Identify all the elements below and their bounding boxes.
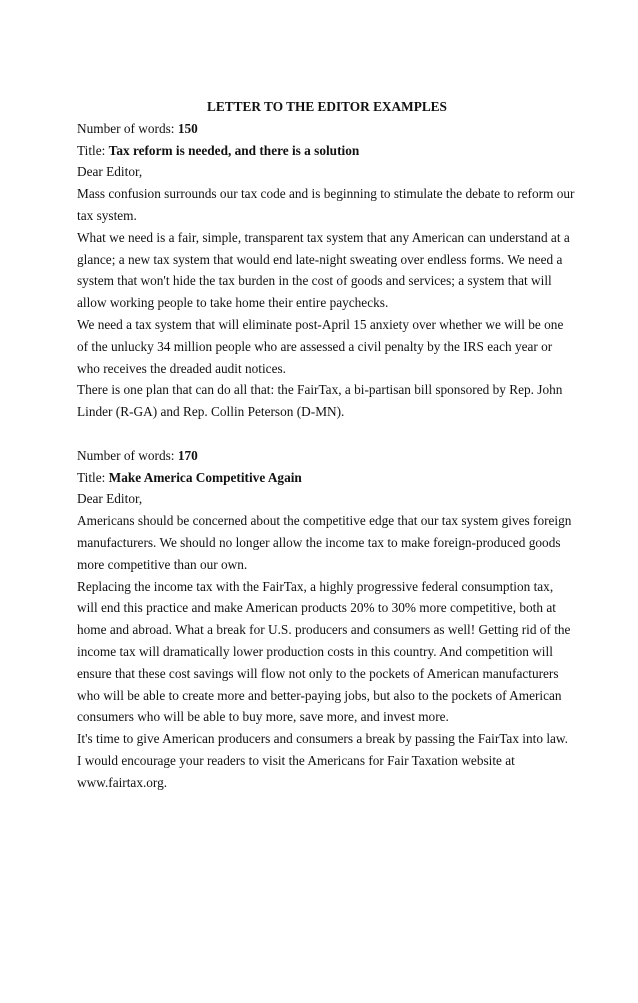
- body-line: income tax will dramatically lower production costs in this country. And competition will: [77, 643, 553, 659]
- word-count-line: [77, 445, 577, 467]
- salutation: Dear Editor,: [77, 491, 143, 507]
- title-line: [77, 140, 577, 162]
- letter-1: [77, 118, 577, 423]
- body-line: will end this practice and make American products 20% to 30% more competitive, both at: [77, 600, 556, 616]
- website-link: www.fairtax.org.: [77, 774, 168, 790]
- body-line: There is one plan that can do all that: the FairTax, a bi-partisan bill sponsored by Rep. John: [77, 382, 563, 398]
- body-line: more competitive than our own.: [77, 556, 248, 572]
- paragraph-gap: [77, 423, 577, 445]
- body-line: Americans should be concerned about the competitive edge that our tax system gives foreign: [77, 513, 572, 529]
- letter-2: [77, 445, 577, 794]
- word-count-line: [77, 118, 577, 140]
- body-line: home and abroad. What a break for U.S. producers and consumers as well! Getting rid of the: [77, 622, 571, 638]
- body-line: glance; a new tax system that would end late-night sweating over endless forms. We need a: [77, 251, 563, 267]
- title-label: Title:: [77, 142, 109, 158]
- body-line: What we need is a fair, simple, transparent tax system that any American can understand at a: [77, 229, 570, 245]
- body-line: of the unlucky 34 million people who are assessed a civil penalty by the IRS each year or: [77, 338, 553, 354]
- title-label: Title:: [77, 469, 109, 485]
- body-line: consumers who will be able to buy more, save more, and invest more.: [77, 709, 449, 725]
- body-line: manufacturers. We should no longer allow the income tax to make foreign-produced goods: [77, 534, 561, 550]
- word-count-label: Number of words:: [77, 447, 178, 463]
- body-line: who will be able to create more and better-paying jobs, but also to the pockets of American: [77, 687, 562, 703]
- title-line: [77, 467, 577, 489]
- body-line: Replacing the income tax with the FairTax, a highly progressive federal consumption tax,: [77, 578, 554, 594]
- body-line: It's time to give American producers and consumers a break by passing the FairTax into law.: [77, 731, 568, 747]
- body-line: I would encourage your readers to visit the Americans for Fair Taxation website at: [77, 752, 515, 768]
- body-line: Mass confusion surrounds our tax code and is beginning to stimulate the debate to reform our: [77, 186, 575, 202]
- word-count-value: 170: [177, 447, 198, 463]
- body-line: system that won't hide the tax burden in the cost of goods and services; a system that will: [77, 273, 552, 289]
- salutation: Dear Editor,: [77, 164, 143, 180]
- body-line: We need a tax system that will eliminate post-April 15 anxiety over whether we will be one: [77, 316, 564, 332]
- word-count-value: 150: [177, 120, 198, 136]
- body-line: Linder (R-GA) and Rep. Collin Peterson (D-MN).: [77, 404, 345, 420]
- body-line: who receives the dreaded audit notices.: [77, 360, 286, 376]
- document-heading: LETTER TO THE EDITOR EXAMPLES: [207, 99, 447, 114]
- body-line: ensure that these cost savings will flow not only to the pockets of American manufacturers: [77, 665, 559, 681]
- word-count-label: Number of words:: [77, 120, 178, 136]
- document-page: [77, 96, 577, 794]
- body-line: tax system.: [77, 207, 137, 223]
- title-value: Make America Competitive Again: [108, 469, 302, 485]
- body-line: allow working people to take home their entire paychecks.: [77, 295, 389, 311]
- title-value: Tax reform is needed, and there is a solution: [108, 142, 360, 158]
